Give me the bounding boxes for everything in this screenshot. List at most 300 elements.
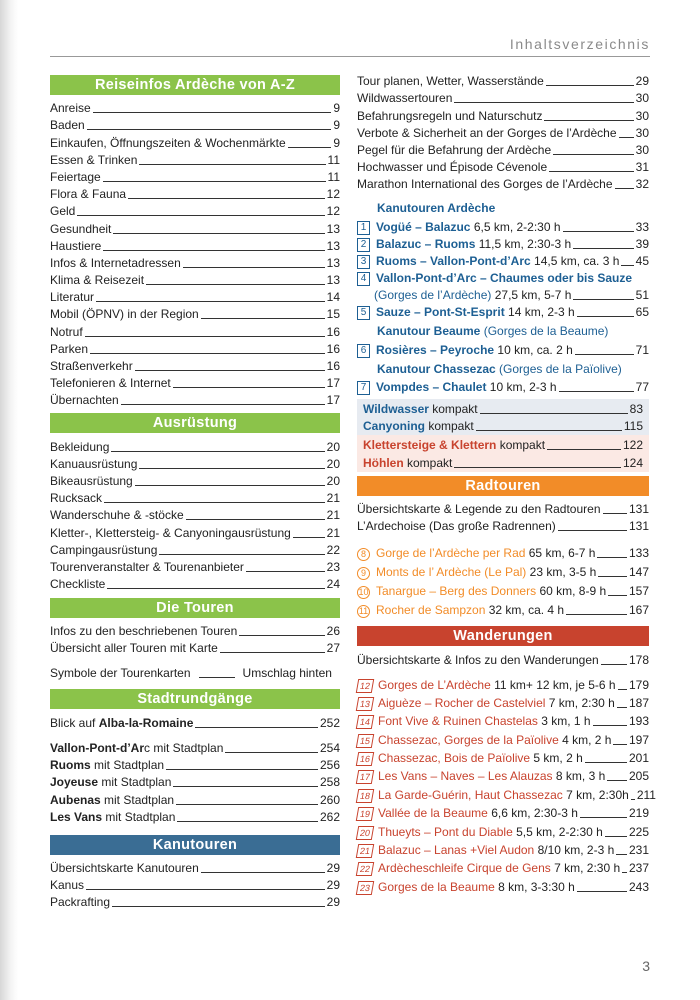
entry-label	[378, 678, 616, 693]
toc-entry[interactable]	[50, 116, 340, 133]
tour-number-badge: 16	[356, 752, 374, 766]
entry-label: Tour planen, Wetter, Wasserstände	[357, 74, 544, 89]
leader-line	[85, 336, 325, 337]
toc-entry[interactable]	[357, 500, 649, 517]
section-banner-stadtrundgaenge: Stadtrundgänge	[50, 689, 340, 709]
entry-route: Monts de l’ Ardèche (Le Pal)	[376, 564, 527, 579]
entry-label: Tourenveranstalter & Tourenanbieter	[50, 559, 244, 574]
entry-label: Symbole der Tourenkarten	[50, 665, 191, 680]
entry-label: Parken	[50, 341, 89, 356]
entry-page: 11	[327, 169, 340, 184]
entry-label	[376, 343, 573, 358]
toc-entry-hike[interactable]	[357, 711, 649, 729]
entry-label	[378, 733, 611, 748]
leader-line	[575, 354, 634, 355]
entry-label: Verbote & Sicherheit an der Gorges de l’Ardèche	[357, 125, 617, 140]
leader-line	[607, 780, 627, 781]
toc-entry-city[interactable]	[50, 739, 340, 756]
radtouren-list	[357, 500, 649, 534]
tour-number-badge: 2	[357, 238, 370, 252]
toc-entry-city[interactable]	[50, 756, 340, 773]
entry-topic: Höhlen	[363, 455, 404, 470]
leader-line	[616, 854, 627, 855]
entry-route: Vompdes – Chaulet	[376, 379, 487, 394]
section-banner-touren: Die Touren	[50, 598, 340, 618]
entry-details: 60 km, 8-9 h	[536, 583, 607, 598]
entry-details: mit Stadtplan	[102, 809, 176, 824]
leader-line	[585, 762, 627, 763]
toc-entry-kompakt[interactable]	[363, 453, 643, 470]
toc-entry[interactable]	[50, 99, 340, 116]
toc-entry-hike[interactable]	[357, 876, 649, 894]
reiseinfos-list	[50, 99, 340, 408]
entry-label: Rucksack	[50, 491, 103, 506]
entry-details: 8/10 km, 2-3 h	[534, 843, 615, 858]
page-header-title: Inhaltsverzeichnis	[509, 36, 650, 52]
entry-label	[374, 288, 571, 303]
tour-number-badge: 6	[357, 344, 370, 358]
entry-details: 14,5 km, ca. 3 h	[530, 253, 620, 268]
entry-route: La Garde-Guérin, Haut Chassezac	[378, 787, 563, 802]
leader-line	[199, 677, 235, 678]
toc-entry-bike-tour[interactable]	[357, 561, 649, 580]
entry-route: Font Vive & Ruinen Chastelas	[378, 714, 538, 729]
toc-entry-tour[interactable]	[357, 269, 649, 286]
entry-town: Ruoms	[50, 758, 91, 773]
entry-page: 20	[326, 439, 340, 454]
tour-number-badge: 9	[357, 567, 370, 580]
entry-label	[363, 438, 545, 453]
entry-page: 179	[628, 677, 649, 692]
leader-line	[90, 353, 325, 354]
toc-entry[interactable]	[50, 322, 340, 339]
entry-route: Ruoms – Vallon-Pont-d’Arc	[376, 253, 531, 268]
entry-label: Campingausrüstung	[50, 542, 158, 557]
entry-label	[50, 793, 174, 808]
entry-label	[50, 775, 171, 790]
entry-page: 131	[628, 518, 649, 533]
entry-label	[376, 380, 557, 395]
toc-entry[interactable]	[357, 175, 649, 192]
entry-page: 243	[628, 879, 649, 894]
entry-details: kompakt	[403, 455, 453, 470]
entry-label	[50, 810, 175, 825]
entry-page: 71	[635, 342, 649, 357]
toc-entry[interactable]	[50, 455, 340, 472]
leader-line	[146, 284, 325, 285]
entry-details: 10 km, 2-3 h	[486, 379, 557, 394]
entry-page: 23	[326, 559, 340, 574]
toc-entry-symbole[interactable]	[50, 663, 340, 680]
toc-entry-hike[interactable]	[357, 766, 649, 784]
entry-label: Literatur	[50, 290, 95, 305]
leader-line	[603, 513, 627, 514]
entry-details: 27,5 km, 5-7 h	[491, 288, 572, 303]
tour-number-badge: 21	[356, 844, 374, 858]
header-rule	[50, 56, 650, 57]
toc-entry[interactable]	[50, 237, 340, 254]
toc-entry[interactable]	[50, 558, 340, 575]
leader-line	[139, 164, 325, 165]
entry-town: Joyeuse	[50, 775, 99, 790]
stadtrundgaenge-list	[50, 739, 340, 825]
entry-label: Flora & Fauna	[50, 187, 127, 202]
toc-entry[interactable]	[50, 541, 340, 558]
entry-page: 14	[326, 290, 340, 305]
leader-line	[186, 519, 325, 520]
entry-label	[378, 769, 605, 784]
entry-label: Checkliste	[50, 577, 106, 592]
toc-entry-tour[interactable]	[357, 235, 649, 252]
entry-label: Infos zu den beschriebenen Touren	[50, 624, 238, 639]
tour-number-badge: 4	[357, 272, 370, 286]
entry-details: kompakt	[496, 438, 546, 453]
toc-entry[interactable]	[50, 288, 340, 305]
toc-entry[interactable]	[50, 391, 340, 408]
entry-label	[378, 861, 620, 876]
entry-label: Haustiere	[50, 238, 102, 253]
entry-label	[376, 305, 575, 320]
leader-line	[104, 502, 325, 503]
entry-page: 24	[326, 577, 340, 592]
entry-label	[378, 843, 614, 858]
entry-page: 237	[628, 861, 649, 876]
entry-page: 124	[622, 455, 643, 470]
entry-label: Marathon International des Gorges de l’Ardèche	[357, 177, 613, 192]
entry-page: 122	[622, 438, 643, 453]
entry-route: Chassezac, Bois de Païolive	[378, 751, 531, 766]
toc-entry[interactable]	[50, 305, 340, 322]
toc-entry-tour[interactable]	[357, 217, 649, 234]
leader-line	[195, 727, 318, 728]
tour-number-badge: 17	[356, 770, 374, 784]
kanutouren-list	[50, 859, 340, 911]
entry-page: 29	[326, 895, 340, 910]
leader-line	[454, 467, 621, 468]
entry-label: Hochwasser und Épisode Cévenole	[357, 160, 548, 175]
entry-town: Aubenas	[50, 792, 101, 807]
entry-page: 29	[326, 878, 340, 893]
heading-kanutouren-ardeche: Kanutouren Ardèche	[377, 201, 496, 216]
entry-page: 21	[326, 525, 340, 540]
toc-entry[interactable]	[50, 859, 340, 876]
leader-line	[107, 588, 324, 589]
kompakt-box-rock	[357, 435, 649, 471]
entry-page: 13	[326, 221, 340, 236]
radtouren-tours-list	[357, 542, 649, 618]
toc-entry[interactable]	[357, 89, 649, 106]
entry-route: Rocher de Sampzon	[376, 602, 486, 617]
entry-town: Alba-la-Romaine	[98, 715, 194, 730]
entry-page: 30	[635, 125, 649, 140]
entry-label: Mobil (ÖPNV) in der Region	[50, 307, 199, 322]
entry-details: kompakt	[428, 402, 478, 416]
entry-label: Befahrungsregeln und Naturschutz	[357, 108, 543, 123]
tour-number-badge: 23	[356, 881, 374, 895]
entry-details: 5 km, 2 h	[530, 751, 583, 766]
leader-line	[121, 404, 325, 405]
entry-page: 197	[628, 732, 649, 747]
entry-page: 33	[635, 219, 649, 234]
entry-page: 9	[333, 101, 340, 116]
toc-entry-city[interactable]	[50, 773, 340, 790]
toc-entry[interactable]	[50, 168, 340, 185]
leader-line	[553, 154, 634, 155]
tour-number-badge: 7	[357, 381, 370, 395]
toc-entry[interactable]	[50, 876, 340, 893]
section-banner-reiseinfos: Reiseinfos Ardèche von A-Z	[50, 75, 340, 95]
toc-entry[interactable]	[50, 185, 340, 202]
entry-label	[376, 237, 571, 252]
entry-details: mit Stadtplan	[90, 758, 165, 773]
toc-entry[interactable]	[50, 489, 340, 506]
leader-line	[563, 231, 634, 232]
entry-page: 22	[326, 542, 340, 557]
leader-line	[546, 85, 634, 86]
heading-kanutour-chassezac	[357, 361, 649, 378]
toc-entry[interactable]	[50, 133, 340, 150]
leader-line	[577, 891, 627, 892]
toc-entry[interactable]	[357, 124, 649, 141]
leader-line	[159, 554, 324, 555]
entry-label: Geld	[50, 204, 76, 219]
entry-details: 4 km, 2 h	[558, 732, 612, 747]
heading-title: Kanutour Chassezac	[377, 361, 496, 376]
toc-entry[interactable]	[50, 271, 340, 288]
entry-label	[376, 584, 606, 599]
entry-page: 21	[326, 491, 340, 506]
toc-entry[interactable]	[50, 622, 340, 639]
left-column	[50, 75, 340, 910]
toc-entry-kompakt[interactable]	[363, 417, 643, 434]
leader-line	[288, 147, 332, 148]
entry-details: 7 km, 2:30h	[562, 787, 629, 802]
toc-entry[interactable]	[50, 340, 340, 357]
entry-details: 6,5 km, 2-2:30 h	[470, 219, 561, 234]
entry-details: 3 km, 1 h	[537, 714, 591, 729]
wanderungen-list	[357, 674, 656, 895]
toc-entry-tour-4-sub[interactable]	[357, 286, 649, 303]
kanutouren-ardeche-list	[357, 217, 649, 286]
entry-page: 11	[327, 152, 340, 167]
toc-entry[interactable]	[50, 202, 340, 219]
entry-page: 65	[635, 305, 649, 320]
entry-page: 32	[635, 177, 649, 192]
entry-route: Chassezac, Gorges de la Païolive	[378, 732, 559, 747]
toc-entry-hike[interactable]	[357, 803, 649, 821]
entry-topic: Canyoning	[363, 419, 425, 434]
toc-entry[interactable]	[357, 72, 649, 89]
entry-label	[378, 880, 575, 895]
leader-line	[580, 817, 627, 818]
entry-label: Übernachten	[50, 393, 119, 408]
leader-line	[547, 449, 621, 450]
entry-page: 51	[635, 288, 649, 303]
entry-label	[378, 696, 615, 711]
tour-number-badge: 18	[356, 789, 374, 803]
toc-entry-hike[interactable]	[357, 674, 649, 692]
leader-line	[183, 267, 325, 268]
entry-label: L’Ardechoise (Das große Radrennen)	[357, 518, 556, 533]
entry-label	[50, 758, 164, 773]
toc-entry[interactable]	[50, 506, 340, 523]
entry-page: 231	[628, 843, 649, 858]
entry-topic: Klettersteige & Klettern	[363, 438, 497, 453]
toc-entry[interactable]	[50, 575, 340, 592]
toc-entry[interactable]	[357, 517, 649, 534]
kompakt-box-water	[357, 399, 649, 435]
entry-page: 260	[319, 792, 340, 807]
leader-line	[617, 707, 627, 708]
toc-entry[interactable]	[50, 151, 340, 168]
entry-details: 65 km, 6-7 h	[525, 545, 596, 560]
leader-line	[476, 430, 622, 431]
toc-entry-hike[interactable]	[357, 858, 649, 876]
toc-entry-bike-tour[interactable]	[357, 542, 649, 561]
entry-page: 12	[326, 204, 340, 219]
entry-page: 26	[326, 624, 340, 639]
entry-page: 17	[326, 393, 340, 408]
toc-entry-alba[interactable]	[50, 714, 340, 731]
entry-page: 16	[326, 341, 340, 356]
entry-label	[378, 788, 629, 803]
toc-entry[interactable]	[50, 523, 340, 540]
entry-page: 77	[635, 379, 649, 394]
entry-page: 20	[326, 456, 340, 471]
leader-line	[86, 889, 325, 890]
toc-entry-tour[interactable]	[357, 252, 649, 269]
toc-entry[interactable]	[50, 357, 340, 374]
ausruestung-list	[50, 437, 340, 592]
toc-entry-city[interactable]	[50, 790, 340, 807]
toc-entry-wander-overview[interactable]	[357, 651, 649, 668]
toc-entry-tour-6[interactable]	[357, 340, 649, 357]
toc-entry[interactable]	[357, 158, 649, 175]
leader-line	[135, 485, 325, 486]
toc-entry-kompakt[interactable]	[363, 436, 643, 453]
leader-line	[573, 248, 633, 249]
toc-entry[interactable]	[50, 893, 340, 910]
entry-label: Infos & Internetadressen	[50, 255, 181, 270]
toc-entry[interactable]	[50, 219, 340, 236]
section-banner-ausruestung: Ausrüstung	[50, 413, 340, 433]
leader-line	[139, 468, 324, 469]
toc-entry[interactable]	[50, 472, 340, 489]
entry-details: c mit Stadtplan	[144, 741, 224, 755]
leader-line	[176, 804, 318, 805]
entry-town: Vallon-Pont-d’Ar	[50, 741, 144, 755]
entry-route: Thueyts – Pont du Diable	[378, 824, 513, 839]
touren-list	[50, 622, 340, 656]
entry-page: 131	[628, 501, 649, 516]
section-banner-wanderungen: Wanderungen	[357, 626, 649, 646]
toc-entry-city[interactable]	[50, 808, 340, 825]
leader-line	[615, 188, 634, 189]
toc-entry-hike[interactable]	[357, 784, 656, 802]
toc-entry-bike-tour[interactable]	[357, 599, 649, 618]
toc-entry[interactable]	[50, 639, 340, 656]
entry-details: mit Stadtplan	[98, 775, 172, 790]
entry-label: Übersicht aller Touren mit Karte	[50, 641, 218, 656]
entry-route: Rosières – Peyroche	[376, 342, 495, 357]
leader-line	[96, 301, 325, 302]
toc-entry[interactable]	[50, 374, 340, 391]
entry-page: 254	[319, 741, 340, 755]
leader-line	[598, 576, 627, 577]
entry-page: 219	[628, 806, 649, 821]
entry-page: 167	[628, 602, 649, 617]
entry-route: Les Vans – Naves – Les Alauzas	[378, 769, 553, 784]
entry-page: 147	[628, 564, 649, 579]
entry-label: Klima & Reisezeit	[50, 273, 145, 288]
heading-kanutour-beaume	[357, 323, 649, 340]
leader-line	[112, 906, 325, 907]
toc-entry-hike[interactable]	[357, 693, 649, 711]
entry-label: Wanderschuhe & -stöcke	[50, 508, 184, 523]
toc-entry[interactable]	[357, 141, 649, 158]
entry-label	[378, 806, 578, 821]
leader-line	[622, 872, 627, 873]
toc-entry-tour-7[interactable]	[357, 378, 649, 395]
tour-number-badge: 3	[357, 255, 370, 269]
entry-page: 13	[326, 238, 340, 253]
entry-details: kompakt	[425, 419, 474, 434]
entry-page: Umschlag hinten	[242, 665, 332, 680]
toc-entry[interactable]	[357, 106, 649, 123]
leader-line	[103, 181, 326, 182]
toc-entry-hike[interactable]	[357, 729, 649, 747]
entry-label: Feiertage	[50, 169, 101, 184]
heading-title: Kanutour Beaume	[377, 324, 481, 339]
entry-label: Einkaufen, Öffnungszeiten & Wochenmärkte	[50, 135, 286, 150]
toc-entry-hike[interactable]	[357, 840, 649, 858]
leader-line	[573, 299, 633, 300]
entry-label	[50, 741, 223, 756]
entry-label: Straßenverkehr	[50, 359, 133, 373]
entry-label	[378, 751, 583, 766]
entry-details: 32 km, ca. 4 h	[485, 602, 565, 617]
section-banner-radtouren: Radtouren	[357, 476, 649, 496]
entry-prefix: Blick auf	[50, 715, 99, 730]
toc-entry-hike[interactable]	[357, 821, 649, 839]
entry-page: 16	[326, 359, 340, 373]
entry-page: 15	[326, 307, 340, 322]
entry-label: Kanus	[50, 878, 85, 893]
entry-page: 20	[326, 473, 340, 488]
section-banner-kanutouren: Kanutouren	[50, 835, 340, 855]
toc-entry-bike-tour[interactable]	[357, 580, 649, 599]
entry-details: 5,5 km, 2-2:30 h	[512, 824, 603, 839]
entry-label: Pegel für die Befahrung der Ardèche	[357, 142, 552, 157]
entry-label	[363, 456, 452, 471]
toc-entry[interactable]	[50, 254, 340, 271]
entry-route: Balazuc – Ruoms	[376, 236, 476, 251]
leader-line	[177, 821, 318, 822]
entry-page: 157	[628, 583, 649, 598]
entry-label	[50, 716, 193, 731]
toc-entry[interactable]	[50, 437, 340, 454]
toc-entry-kompakt[interactable]	[363, 400, 643, 417]
entry-label: Bekleidung	[50, 439, 110, 454]
toc-entry-tour-5[interactable]	[357, 303, 649, 320]
entry-page: 83	[629, 402, 643, 416]
toc-entry-hike[interactable]	[357, 748, 649, 766]
leader-line	[618, 689, 627, 690]
leader-line	[225, 752, 318, 753]
entry-label: Essen & Trinken	[50, 152, 138, 167]
entry-topic: Wildwasser	[363, 402, 429, 416]
entry-page: 225	[628, 824, 649, 839]
